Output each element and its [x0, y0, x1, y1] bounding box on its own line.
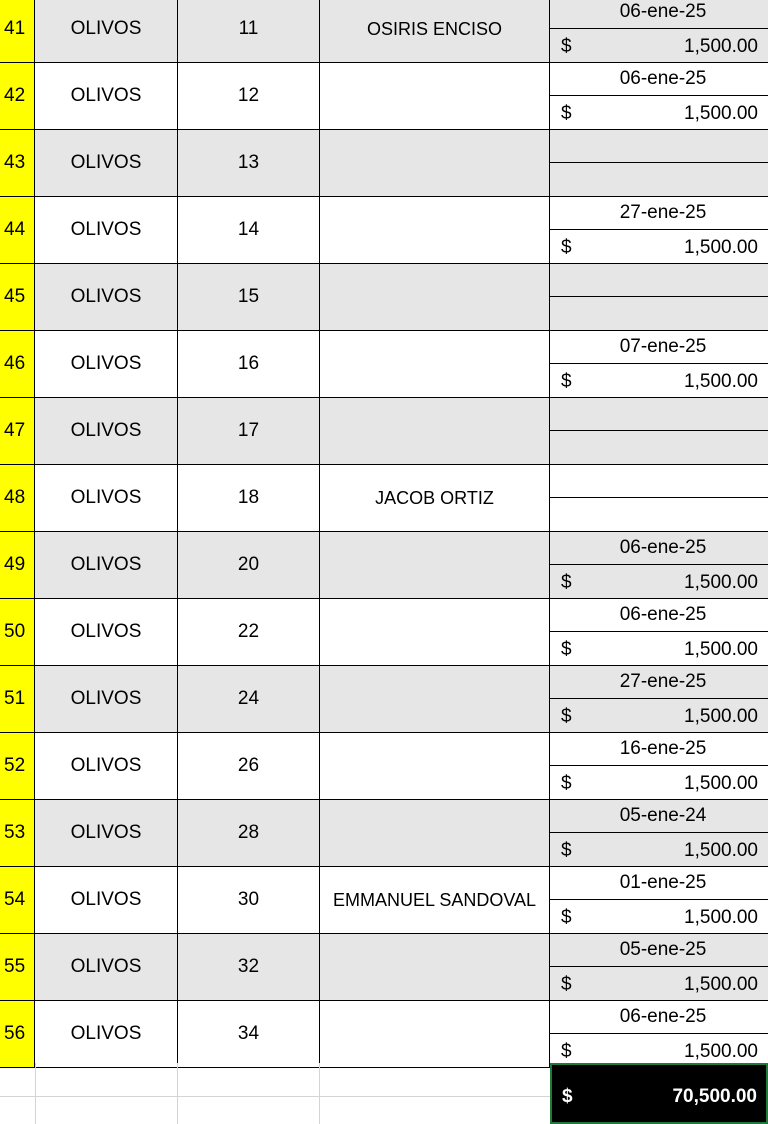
street-cell[interactable]: OLIVOS: [35, 264, 178, 331]
street-cell[interactable]: OLIVOS: [35, 398, 178, 465]
table-row: [0, 197, 768, 264]
payment-amount-cell[interactable]: [550, 632, 768, 666]
amount-value: 1,500.00: [684, 907, 758, 928]
gridline: [319, 1097, 320, 1124]
owner-name-cell[interactable]: [320, 666, 550, 733]
payment-cell: [550, 532, 768, 599]
currency-symbol: $: [561, 103, 572, 124]
table-row: [0, 1001, 768, 1068]
currency-symbol: $: [561, 572, 572, 593]
table-row: [0, 867, 768, 934]
lot-number-cell[interactable]: 34: [178, 1001, 320, 1068]
lot-number-cell[interactable]: 20: [178, 532, 320, 599]
payment-date-cell[interactable]: 01-ene-25: [550, 867, 768, 900]
table-row: [0, 130, 768, 197]
row-number-cell[interactable]: 49: [0, 532, 35, 599]
lot-number-cell[interactable]: 26: [178, 733, 320, 800]
currency-symbol: $: [561, 639, 572, 660]
row-number-cell[interactable]: 42: [0, 63, 35, 130]
owner-name-cell[interactable]: [320, 733, 550, 800]
payment-cell: [550, 0, 768, 63]
payment-amount-cell[interactable]: [550, 297, 768, 331]
payment-cell: [550, 63, 768, 130]
gridline: [177, 1097, 178, 1124]
payment-cell: [550, 197, 768, 264]
payment-amount-cell[interactable]: [550, 163, 768, 197]
total-cell[interactable]: [550, 1063, 768, 1124]
lot-number-cell[interactable]: 22: [178, 599, 320, 666]
amount-value: 1,500.00: [684, 639, 758, 660]
table-row: [0, 934, 768, 1001]
payment-amount-cell[interactable]: [550, 833, 768, 867]
payment-amount-cell[interactable]: [550, 565, 768, 599]
amount-value: 1,500.00: [684, 103, 758, 124]
payment-cell: [550, 398, 768, 465]
amount-value: 1,500.00: [684, 773, 758, 794]
gridline: [319, 1063, 320, 1096]
street-cell[interactable]: OLIVOS: [35, 934, 178, 1001]
payment-amount-cell[interactable]: [550, 364, 768, 398]
owner-name-cell[interactable]: [320, 599, 550, 666]
payment-date-cell[interactable]: 06-ene-25: [550, 0, 768, 29]
table-row: [0, 666, 768, 733]
payment-amount-cell[interactable]: [550, 29, 768, 63]
street-cell[interactable]: OLIVOS: [35, 465, 178, 532]
payment-cell: [550, 934, 768, 1001]
payment-cell: [550, 264, 768, 331]
table-row: [0, 264, 768, 331]
row-number-cell[interactable]: 50: [0, 599, 35, 666]
gridline: [35, 1097, 36, 1124]
lot-number-cell[interactable]: 17: [178, 398, 320, 465]
payment-cell: [550, 465, 768, 532]
row-number-cell[interactable]: 44: [0, 197, 35, 264]
payment-date-cell[interactable]: 06-ene-25: [550, 599, 768, 632]
owner-name-cell[interactable]: [320, 63, 550, 130]
row-number-cell[interactable]: 47: [0, 398, 35, 465]
lot-number-cell[interactable]: 14: [178, 197, 320, 264]
payment-date-cell[interactable]: [550, 465, 768, 498]
payment-date-cell[interactable]: 27-ene-25: [550, 666, 768, 699]
owner-name-cell[interactable]: [320, 934, 550, 1001]
payment-date-cell[interactable]: 27-ene-25: [550, 197, 768, 230]
currency-symbol: $: [561, 840, 572, 861]
table-row: [0, 599, 768, 666]
table-row: [0, 0, 768, 63]
street-cell[interactable]: OLIVOS: [35, 331, 178, 398]
amount-value: 1,500.00: [684, 237, 758, 258]
payment-date-cell[interactable]: 05-ene-24: [550, 800, 768, 833]
street-cell[interactable]: OLIVOS: [35, 1001, 178, 1068]
table-row: [0, 331, 768, 398]
row-number-cell[interactable]: 48: [0, 465, 35, 532]
total-amount: 70,500.00: [672, 1086, 757, 1107]
currency-symbol: $: [561, 773, 572, 794]
currency-symbol: $: [561, 237, 572, 258]
lot-number-cell[interactable]: 24: [178, 666, 320, 733]
street-cell[interactable]: OLIVOS: [35, 0, 178, 63]
payment-amount-cell[interactable]: [550, 96, 768, 130]
row-number-cell[interactable]: 45: [0, 264, 35, 331]
table-row: [0, 532, 768, 599]
owner-name-cell[interactable]: [320, 1001, 550, 1068]
currency-symbol: $: [561, 706, 572, 727]
payment-date-cell[interactable]: 07-ene-25: [550, 331, 768, 364]
street-cell[interactable]: OLIVOS: [35, 867, 178, 934]
owner-name-cell[interactable]: [320, 800, 550, 867]
street-cell[interactable]: OLIVOS: [35, 532, 178, 599]
row-number-cell[interactable]: 46: [0, 331, 35, 398]
currency-symbol: $: [561, 36, 572, 57]
amount-value: 1,500.00: [684, 840, 758, 861]
payment-date-cell[interactable]: [550, 130, 768, 163]
payment-amount-cell[interactable]: [550, 699, 768, 733]
payment-date-cell[interactable]: 16-ene-25: [550, 733, 768, 766]
lot-number-cell[interactable]: 18: [178, 465, 320, 532]
amount-value: 1,500.00: [684, 36, 758, 57]
owner-name-cell[interactable]: [320, 130, 550, 197]
lot-number-cell[interactable]: 16: [178, 331, 320, 398]
street-cell[interactable]: OLIVOS: [35, 666, 178, 733]
payment-amount-cell[interactable]: [550, 230, 768, 264]
payment-amount-cell[interactable]: [550, 431, 768, 465]
street-cell[interactable]: OLIVOS: [35, 63, 178, 130]
street-cell[interactable]: OLIVOS: [35, 599, 178, 666]
payment-cell: [550, 1001, 768, 1068]
payment-date-cell[interactable]: 06-ene-25: [550, 1001, 768, 1034]
currency-symbol: $: [561, 1041, 572, 1062]
lot-number-cell[interactable]: 12: [178, 63, 320, 130]
owner-name-cell[interactable]: [320, 532, 550, 599]
amount-value: 1,500.00: [684, 1041, 758, 1062]
lot-number-cell[interactable]: 28: [178, 800, 320, 867]
owner-name-cell[interactable]: JACOB ORTIZ: [320, 465, 550, 532]
row-number-cell[interactable]: 52: [0, 733, 35, 800]
currency-symbol: $: [561, 371, 572, 392]
table-row: [0, 733, 768, 800]
amount-value: 1,500.00: [684, 572, 758, 593]
gridline: [177, 1063, 178, 1096]
row-number-cell[interactable]: 54: [0, 867, 35, 934]
lot-number-cell[interactable]: 32: [178, 934, 320, 1001]
amount-value: 1,500.00: [684, 706, 758, 727]
payment-amount-cell[interactable]: [550, 900, 768, 934]
street-cell[interactable]: OLIVOS: [35, 130, 178, 197]
payment-cell: [550, 800, 768, 867]
currency-symbol: $: [561, 974, 572, 995]
payment-cell: [550, 733, 768, 800]
payment-cell: [550, 599, 768, 666]
street-cell[interactable]: OLIVOS: [35, 733, 178, 800]
row-number-cell[interactable]: 41: [0, 0, 35, 63]
table-row: [0, 398, 768, 465]
payment-cell: [550, 666, 768, 733]
row-number-cell[interactable]: 55: [0, 934, 35, 1001]
table-row: [0, 63, 768, 130]
payment-amount-cell[interactable]: [550, 766, 768, 800]
owner-name-cell[interactable]: EMMANUEL SANDOVAL: [320, 867, 550, 934]
owner-name-cell[interactable]: OSIRIS ENCISO: [320, 0, 550, 63]
owner-name-cell[interactable]: [320, 331, 550, 398]
table-row: [0, 465, 768, 532]
payment-date-cell[interactable]: [550, 264, 768, 297]
payment-date-cell[interactable]: 05-ene-25: [550, 934, 768, 967]
payment-cell: [550, 130, 768, 197]
row-number-cell[interactable]: 43: [0, 130, 35, 197]
lot-number-cell[interactable]: 13: [178, 130, 320, 197]
lot-number-cell[interactable]: 30: [178, 867, 320, 934]
payment-date-cell[interactable]: 06-ene-25: [550, 63, 768, 96]
owner-name-cell[interactable]: [320, 264, 550, 331]
payment-date-cell[interactable]: [550, 398, 768, 431]
payment-cell: [550, 331, 768, 398]
owner-name-cell[interactable]: [320, 398, 550, 465]
payment-cell: [550, 867, 768, 934]
lot-number-cell[interactable]: 15: [178, 264, 320, 331]
total-currency: $: [562, 1086, 573, 1107]
payment-amount-cell[interactable]: [550, 967, 768, 1001]
table-row: [0, 800, 768, 867]
gridline: [35, 1063, 36, 1096]
amount-value: 1,500.00: [684, 974, 758, 995]
lot-number-cell[interactable]: 11: [178, 0, 320, 63]
amount-value: 1,500.00: [684, 371, 758, 392]
payment-amount-cell[interactable]: [550, 498, 768, 532]
currency-symbol: $: [561, 907, 572, 928]
row-number-cell[interactable]: 51: [0, 666, 35, 733]
street-cell[interactable]: OLIVOS: [35, 800, 178, 867]
row-number-cell[interactable]: 56: [0, 1001, 35, 1068]
row-number-cell[interactable]: 53: [0, 800, 35, 867]
payment-date-cell[interactable]: 06-ene-25: [550, 532, 768, 565]
street-cell[interactable]: OLIVOS: [35, 197, 178, 264]
owner-name-cell[interactable]: [320, 197, 550, 264]
